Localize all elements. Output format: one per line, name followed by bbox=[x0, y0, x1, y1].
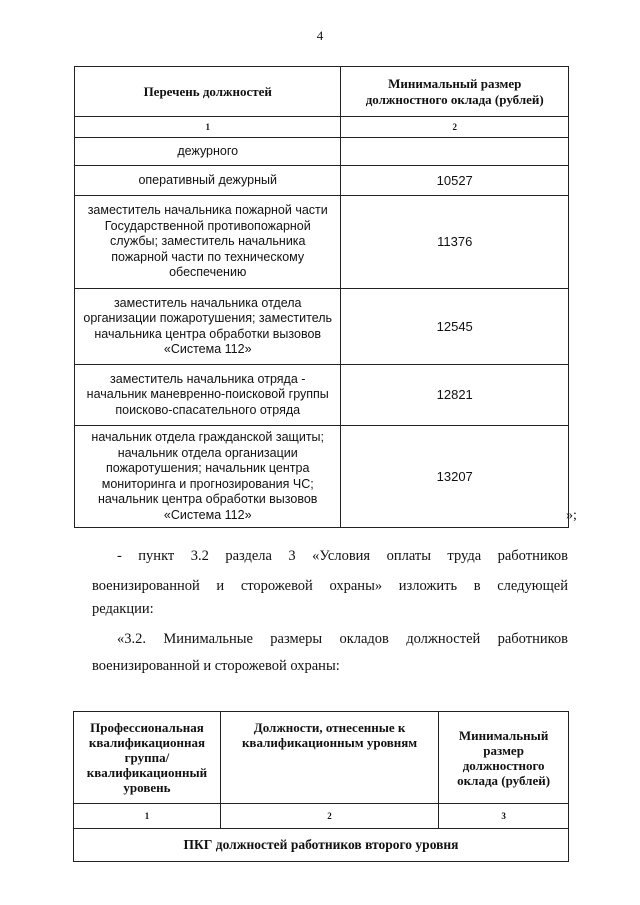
table-row bbox=[75, 289, 569, 365]
position-cell: начальник отдела гражданской защиты; начальник отдела организации пожаротушения; начальник центра мониторинга и прогнозирования ЧС; начальник центра обработки вызовов «Система 112» bbox=[75, 426, 341, 528]
paragraph-line: «3.2. Минимальные размеры окладов должностей работников bbox=[117, 631, 568, 647]
paragraph-amendment-first-line bbox=[117, 545, 568, 568]
position-cell: оперативный дежурный bbox=[75, 166, 341, 196]
salary-table-guard-workers bbox=[73, 711, 569, 862]
paragraph-line: - пункт 3.2 раздела 3 «Условия оплаты труда работников bbox=[117, 548, 568, 564]
paragraph-amendment-rest bbox=[92, 575, 568, 621]
salary-cell: 12545 bbox=[341, 289, 569, 365]
column-number-row bbox=[75, 117, 569, 138]
header-positions: Перечень должностей bbox=[75, 67, 341, 117]
column-number-row bbox=[74, 804, 569, 829]
table-row bbox=[75, 196, 569, 289]
group-title: ПКГ должностей работников второго уровня bbox=[74, 829, 569, 862]
table-row bbox=[75, 166, 569, 196]
table-row bbox=[75, 426, 569, 528]
header-min-salary: Минимальный размер должностного оклада (рублей) bbox=[341, 67, 569, 117]
salary-cell: 10527 bbox=[341, 166, 569, 196]
column-number: 2 bbox=[220, 804, 438, 829]
table-header-row bbox=[75, 67, 569, 117]
header-qualification-group: Профессиональная квалификационная группа/ квалификационный уровень bbox=[74, 712, 221, 804]
page-number: 4 bbox=[316, 28, 324, 43]
header-min-salary: Минимальный размер должностного оклада (рублей) bbox=[439, 712, 569, 804]
salary-cell: 13207 bbox=[341, 426, 569, 528]
table-row bbox=[75, 365, 569, 426]
paragraph-line: военизированной и сторожевой охраны: bbox=[92, 658, 340, 674]
closing-quote-mark: »; bbox=[566, 508, 577, 523]
position-cell: заместитель начальника пожарной части Государственной противопожарной службы; заместитель начальника пожарной части по техническому обеспечению bbox=[75, 196, 341, 289]
salary-table-positions bbox=[74, 66, 569, 528]
column-number: 3 bbox=[439, 804, 569, 829]
header-positions: Должности, отнесенные к квалификационным уровням bbox=[220, 712, 438, 804]
paragraph-line: редакции: bbox=[92, 601, 154, 617]
column-number: 1 bbox=[74, 804, 221, 829]
paragraph-new-clause-first-line bbox=[117, 628, 568, 651]
column-number: 2 bbox=[341, 117, 569, 138]
paragraph-new-clause-rest bbox=[92, 655, 568, 678]
salary-cell bbox=[341, 138, 569, 166]
position-cell: дежурного bbox=[75, 138, 341, 166]
table-header-row bbox=[74, 712, 569, 804]
group-title-row bbox=[74, 829, 569, 862]
table-row bbox=[75, 138, 569, 166]
salary-cell: 11376 bbox=[341, 196, 569, 289]
position-cell: заместитель начальника отряда - начальник маневренно-поисковой группы поисково-спасательного отряда bbox=[75, 365, 341, 426]
paragraph-line: военизированной и сторожевой охраны» изложить в следующей bbox=[92, 578, 568, 594]
column-number: 1 bbox=[75, 117, 341, 138]
salary-cell: 12821 bbox=[341, 365, 569, 426]
position-cell: заместитель начальника отдела организации пожаротушения; заместитель начальника центра обработки вызовов «Система 112» bbox=[75, 289, 341, 365]
